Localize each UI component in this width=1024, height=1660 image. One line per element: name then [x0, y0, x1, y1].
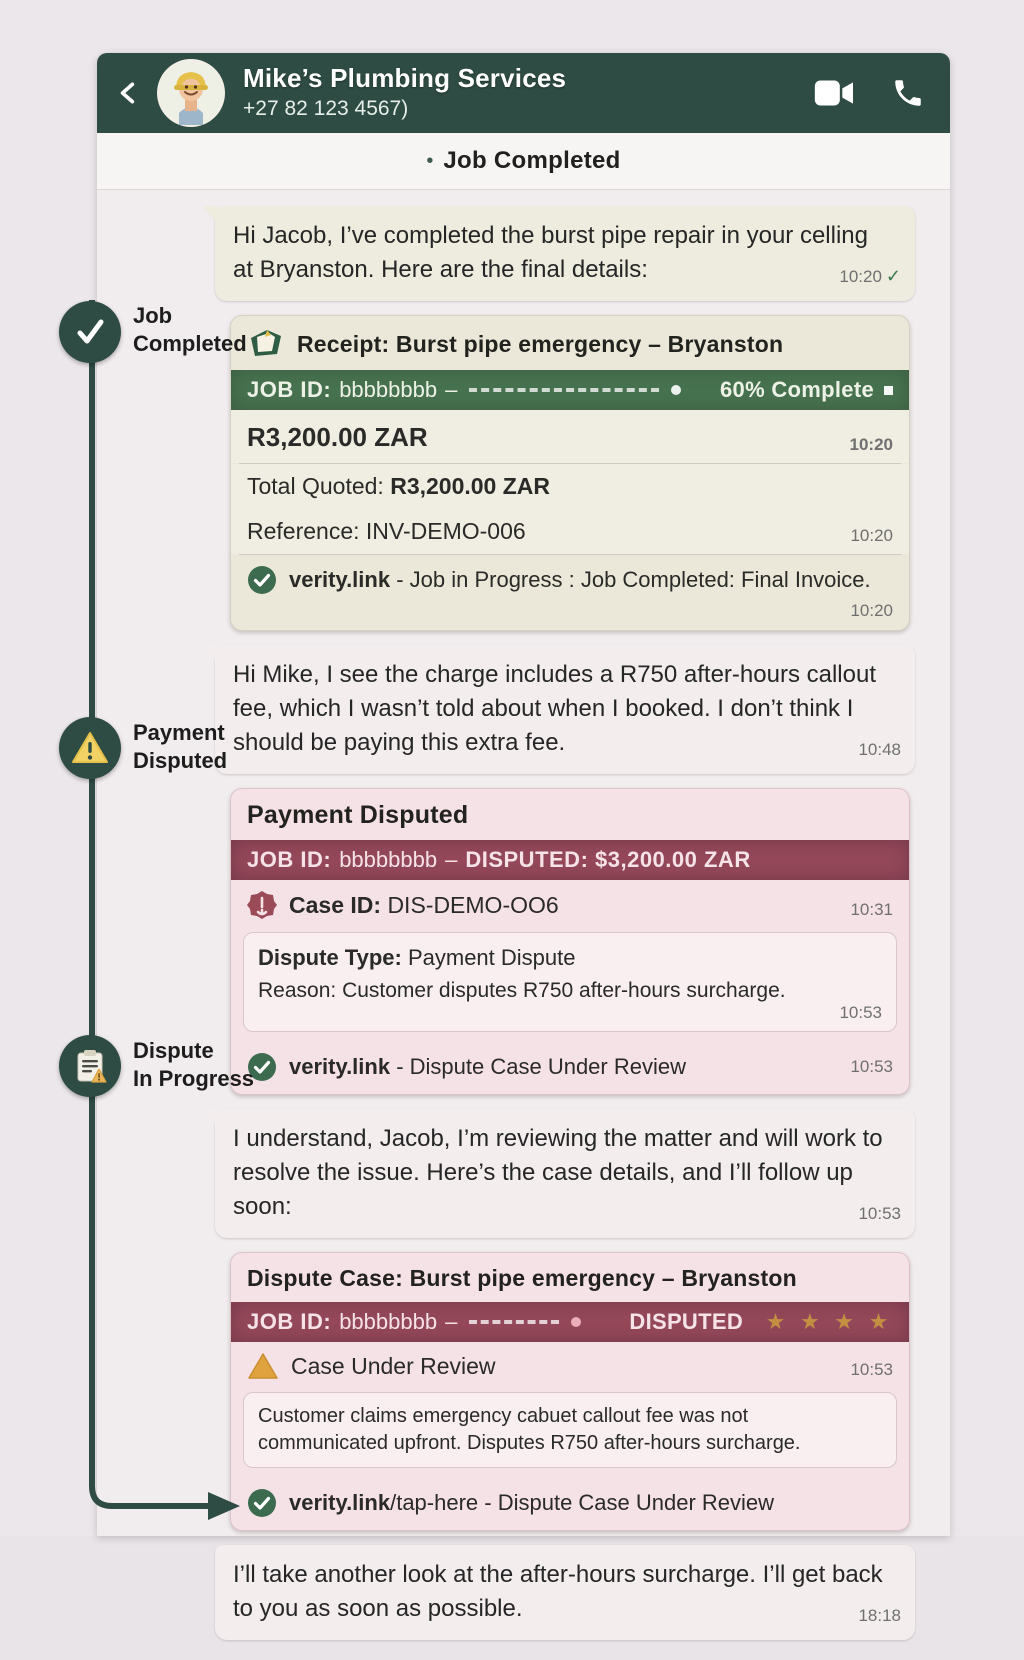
job-id-separator: – [445, 847, 458, 872]
disputed-status: DISPUTED ★ ★ ★ ★ [629, 1309, 893, 1334]
job-id-value: bbbbbbbb [339, 1309, 438, 1334]
status-strip [97, 133, 950, 190]
dispute-type-label: Dispute Type: [258, 945, 402, 970]
verity-link[interactable]: verity.link [289, 567, 391, 592]
timeline-label-payment-disputed: Payment Disputed [133, 720, 228, 773]
footer-text: - Job in Progress : Job Completed: Final Invoice. [390, 567, 871, 592]
chat-area [97, 190, 950, 1660]
chevron-left-icon [115, 76, 141, 110]
case-status-row [231, 1342, 909, 1390]
contact-avatar[interactable] [157, 59, 225, 127]
verity-link[interactable]: verity.link [289, 1054, 391, 1079]
case-description: Customer claims emergency cabuet callout fee was not communicated upfront. Disputes R750 after-hours surcharge. [258, 1405, 801, 1454]
job-id-label: JOB ID: [247, 1309, 332, 1334]
job-id-label: JOB ID: [247, 847, 332, 872]
timeline-node-dispute-in-progress [59, 1035, 121, 1097]
message-text: I’ll take another look at the after-hours surcharge. I’ll get back to you as soon as possible. [233, 1561, 883, 1622]
timeline-label-dispute-in-progress: Dispute In Progress [133, 1038, 255, 1091]
case-job-bar [231, 1302, 909, 1342]
timeline-label-job-completed: Job Completed [133, 303, 247, 356]
case-id-time: 10:31 [850, 900, 893, 919]
job-id-bar [231, 370, 909, 410]
message-time: 18:18 [858, 1606, 901, 1625]
reference-time: 10:20 [850, 526, 893, 545]
case-id-value: DIS-DEMO-OO6 [387, 891, 559, 918]
verification-footer [231, 1478, 909, 1530]
verification-footer [231, 555, 909, 607]
disputed-status: DISPUTED: $3,200.00 ZAR [465, 847, 751, 872]
reason-value: Customer disputes R750 after-hours surcharge. [342, 979, 786, 1002]
message-bubble [215, 1109, 915, 1238]
case-badge-icon [247, 890, 277, 920]
case-description-box [243, 1392, 897, 1468]
dashed-progress-line [469, 388, 659, 392]
footer-text: - Dispute Case Under Review [390, 1054, 686, 1079]
receipt-title: Receipt: Burst pipe emergency – Bryanston [297, 330, 784, 357]
back-button[interactable] [111, 71, 145, 115]
contact-name: Mike’s Plumbing Services [243, 63, 567, 94]
check-circle-icon [247, 565, 277, 595]
chat-header [97, 53, 950, 133]
job-id-value: bbbbbbbb [339, 847, 438, 872]
check-circle-icon [247, 1488, 277, 1518]
check-icon [72, 314, 108, 350]
case-status-text: Case Under Review [291, 1352, 496, 1379]
warning-triangle-icon [70, 730, 110, 766]
message-bubble [215, 1545, 915, 1640]
message-time: 10:48 [858, 740, 901, 759]
voice-call-button[interactable] [888, 73, 928, 113]
footer-text: - Dispute Case Under Review [478, 1490, 775, 1515]
reference-row [231, 509, 909, 554]
message-bubble [215, 206, 915, 301]
job-id-label: JOB ID: [247, 377, 332, 402]
timeline-node-job-completed [59, 301, 121, 363]
message-time: 10:20 ✓ [839, 266, 901, 286]
payment-disputed-card [230, 788, 910, 1095]
verity-link[interactable]: verity.link [289, 1490, 391, 1515]
message-text: I understand, Jacob, I’m reviewing the matter and will work to resolve the issue. Here’s the case details, and I’ll follow up soon: [233, 1125, 883, 1220]
disputed-title: Payment Disputed [247, 801, 469, 829]
receipt-icon [247, 328, 285, 360]
case-id-label: Case ID: [289, 891, 382, 918]
amount-time: 10:20 [849, 435, 893, 454]
message-time: 10:53 [858, 1204, 901, 1223]
disputed-job-bar [231, 840, 909, 880]
plumber-avatar-icon [159, 61, 223, 125]
status-label: Job Completed [443, 147, 621, 174]
dispute-details-box [243, 932, 897, 1032]
progress-dot [671, 385, 681, 395]
total-quoted-row [231, 464, 909, 509]
amount-value: R3,200.00 ZAR [247, 422, 428, 452]
job-id-separator: – [445, 1309, 458, 1334]
warning-triangle-small-icon [247, 1352, 279, 1380]
progress-dot [571, 1317, 581, 1327]
card-time: 10:20 [850, 601, 893, 620]
progress-end-square [884, 386, 893, 395]
verification-footer [231, 1042, 909, 1094]
video-camera-icon [814, 78, 854, 108]
chat-window [97, 53, 950, 1625]
status-bullet: • [426, 149, 434, 172]
star-icons: ★ ★ ★ ★ [767, 1311, 893, 1333]
reason-label: Reason: [258, 979, 337, 1002]
amount-row [231, 410, 909, 463]
contact-phone: +27 82 123 4567) [243, 97, 409, 121]
dispute-case-card [230, 1252, 910, 1531]
verity-link-path[interactable]: /tap-here [390, 1490, 479, 1515]
job-id-separator: – [445, 377, 458, 402]
timeline-node-payment-disputed [59, 717, 121, 779]
video-call-button[interactable] [814, 73, 854, 113]
reference-label: Reference: [247, 518, 360, 544]
message-text: Hi Mike, I see the charge includes a R750 after-hours callout fee, which I wasn’t told about when I booked. I don’t think I should be paying this extra fee. [233, 661, 876, 756]
contact-info[interactable] [237, 64, 802, 121]
job-progress-status: 60% Complete [720, 377, 893, 403]
message-bubble [215, 645, 915, 774]
total-quoted-value: R3,200.00 ZAR [390, 473, 551, 499]
job-id-value: bbbbbbbb [339, 377, 438, 402]
case-status-time: 10:53 [850, 1360, 893, 1379]
total-quoted-label: Total Quoted: [247, 473, 384, 499]
clipboard-warning-icon [71, 1047, 109, 1085]
reason-time: 10:53 [839, 1003, 882, 1022]
sent-tick-icon: ✓ [885, 266, 901, 286]
phone-icon [891, 76, 925, 110]
footer-time: 10:53 [850, 1057, 893, 1076]
dispute-type-value: Payment Dispute [407, 945, 576, 970]
message-text: Hi Jacob, I’ve completed the burst pipe repair in your celling at Bryanston. Here are the final details: [233, 222, 868, 283]
case-card-title: Dispute Case: Burst pipe emergency – Bryanston [247, 1265, 797, 1291]
reference-value: INV-DEMO-006 [365, 518, 526, 544]
receipt-card [230, 315, 910, 631]
dashed-progress-line [469, 1320, 559, 1324]
case-id-row [231, 880, 909, 930]
